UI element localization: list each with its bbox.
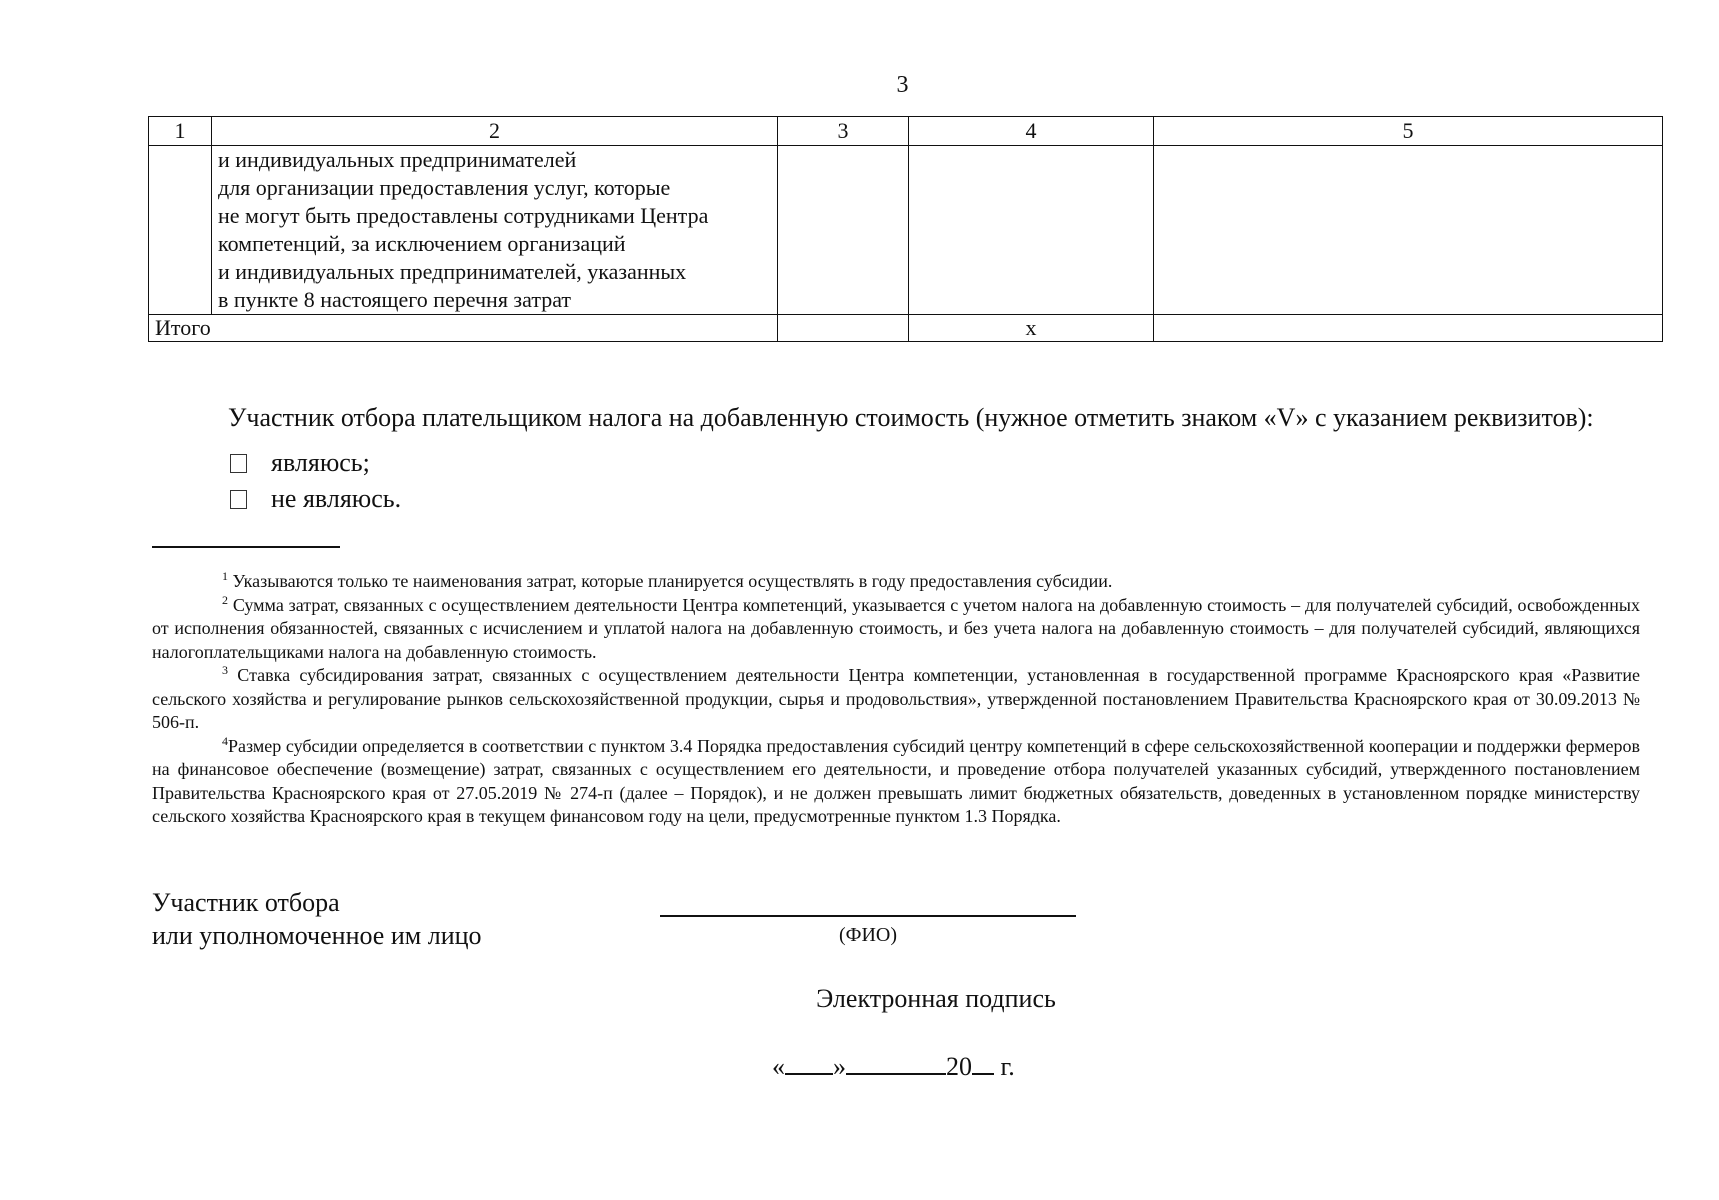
day-blank[interactable] <box>785 1049 833 1075</box>
table-header-row <box>149 117 1663 146</box>
row-cell-5 <box>1154 146 1663 315</box>
footnote-4-number: 4 <box>222 733 228 748</box>
footnote-1-number: 1 <box>222 569 228 583</box>
footnote-2-number: 2 <box>222 592 228 607</box>
total-cell-3 <box>778 315 909 342</box>
year-suffix: г. <box>994 1052 1015 1081</box>
footnote-4-text: Размер субсидии определяется в соответствии с пунктом 3.4 Порядка предоставления субсидий центру компетенций в сфере сельскохозяйственной кооперации и поддержки фермеров на финансовое обеспечение (возмещение) затрат, связанных с осуществлением его деятельности, и проведение отбора получателей указанных субсидий, утвержденного постановлением Правительства Красноярского края от 27.05.2019 № 274-п (далее – Порядок), и не должен превышать лимит бюджетных обязательств, доведенных в установленном порядке министерству сельского хозяйства Красноярского края в текущем финансовом году на цели, предусмотренные пунктом 1.3 Порядка. <box>152 735 1640 826</box>
total-cell-5 <box>1154 315 1663 342</box>
signature-line[interactable] <box>660 915 1076 917</box>
footnote-separator <box>152 546 340 548</box>
signatory-line-1: Участник отбора <box>152 888 340 917</box>
month-blank[interactable] <box>846 1049 946 1075</box>
footnote-1 <box>152 570 1640 594</box>
cost-table <box>148 116 1663 342</box>
total-cell-4: x <box>909 315 1154 342</box>
row-cell-4 <box>909 146 1154 315</box>
footnote-3-number: 3 <box>222 663 228 677</box>
vat-option-payer[interactable] <box>230 447 370 479</box>
footnote-3 <box>152 664 1640 735</box>
year-prefix: 20 <box>946 1052 972 1081</box>
checkbox-non-payer[interactable] <box>230 490 247 509</box>
col-header-1: 1 <box>149 117 212 146</box>
col-header-3: 3 <box>778 117 909 146</box>
footnote-1-text: Указываются только те наименования затрат, которые планируется осуществлять в году предоставления субсидии. <box>232 571 1113 591</box>
signatory-label <box>152 886 482 952</box>
table-row <box>149 146 1663 315</box>
date-line <box>772 1049 1015 1084</box>
date-close-quote: » <box>833 1052 846 1081</box>
col-header-2: 2 <box>212 117 778 146</box>
vat-option-non-payer-label: не являюсь. <box>271 484 402 513</box>
footnote-2 <box>152 594 1640 665</box>
total-row <box>149 315 1663 342</box>
col-header-4: 4 <box>909 117 1154 146</box>
col-header-5: 5 <box>1154 117 1663 146</box>
vat-option-non-payer[interactable] <box>230 483 401 515</box>
row-cell-number <box>149 146 212 315</box>
row-cell-3 <box>778 146 909 315</box>
footnote-2-text: Сумма затрат, связанных с осуществлением деятельности Центра компетенций, указывается с учетом налога на добавленную стоимость – для получателей субсидий, освобожденных от исполнения обязанностей, связанных с исчислением и уплатой налога на добавленную стоимость, и без учета налога на добавленную стоимость – для получателей субсидий, являющихся налогоплательщиками налога на добавленную стоимость. <box>152 594 1640 662</box>
electronic-signature-label: Электронная подпись <box>816 984 1056 1013</box>
footnote-3-text: Ставка субсидирования затрат, связанных с осуществлением деятельности Центра компетенции, установленная в государственной программе Красноярского края «Развитие сельского хозяйства и регулирование рынков сельскохозяйственной продукции, сырья и продовольствия», утвержденной постановлением Правительства Красноярского края от 30.09.2013 № 506-п. <box>152 665 1641 732</box>
vat-option-payer-label: являюсь; <box>271 448 370 477</box>
fio-caption: (ФИО) <box>838 924 897 946</box>
signatory-line-2: или уполномоченное им лицо <box>152 921 482 950</box>
date-open-quote: « <box>772 1052 785 1081</box>
footnote-4 <box>152 735 1640 829</box>
year-blank[interactable] <box>972 1049 994 1075</box>
vat-statement: Участник отбора плательщиком налога на добавленную стоимость (нужное отметить знаком «V» с указанием реквизитов): <box>228 403 1594 432</box>
footnotes <box>152 570 1640 829</box>
checkbox-payer[interactable] <box>230 454 247 473</box>
total-label: Итого <box>149 315 778 342</box>
page-number: 3 <box>896 72 909 98</box>
row-cell-description: и индивидуальных предпринимателей для организации предоставления услуг, которые не могут быть предоставлены сотрудниками Центра компетенций, за исключением организаций и индивидуальных предпринимателей, указанных в пункте 8 настоящего перечня затрат <box>212 146 778 315</box>
